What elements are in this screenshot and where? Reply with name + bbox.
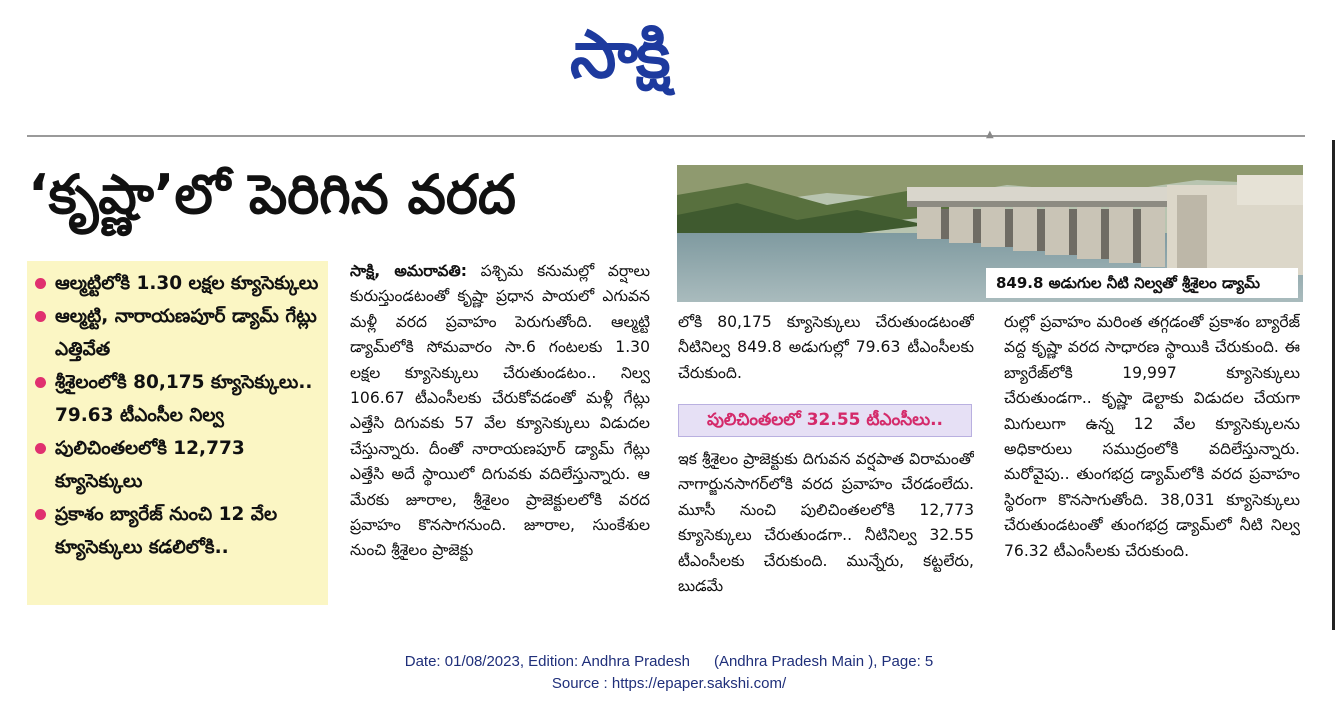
article-column-2-top	[678, 310, 974, 395]
footer-line-1	[0, 651, 1338, 673]
footer-page-info: (Andhra Pradesh Main ), Page: 5	[713, 653, 934, 670]
column-1-text: పశ్చిమ కనుమల్లో వర్షాలు కురుస్తుండటంతో కృష్ణా ప్రధాన పాయలో ఎగువన మళ్లీ వరద ప్రవాహం పెరుగుతోంది. ఆల్మట్టి డ్యామ్‌లోకి సోమవారం సా.6 గంటలకు 1.30 లక్షల క్యూసెక్కులు చేరుతుండటం.. నిల్వ 106.67 టీఎంసీలకు చేరుకోవడంతో మళ్లీ గేట్లు ఎత్తేసి దిగువకు 57 వేల క్యూసెక్కులు విడుదల చేస్తున్నారు. దీంతో నారాయణపూర్ డ్యామ్ గేట్లు ఎత్తేసి అదే స్థాయిలో దిగువకు వదిలేస్తున్నారు. ఆ మేరకు జూరాల, శ్రీశైలం ప్రాజెక్టులలోకి వరద ప్రవాహం కొనసాగనుంది. జూరాల, సుంకేశుల నుంచి శ్రీశైలం ప్రాజెక్టు	[350, 262, 650, 560]
bullet-icon	[35, 377, 46, 388]
article-column-2-bottom	[678, 447, 974, 611]
page-edge-line	[1332, 140, 1335, 630]
summary-box	[27, 261, 328, 605]
article-column-3	[1004, 310, 1300, 612]
footer-source: Source : https://epaper.sakshi.com/	[551, 675, 787, 692]
summary-point: శ్రీశైలంలోకి 80,175 క్యూసెక్కులు.. 79.63 టీఎంసీల నిల్వ	[35, 366, 320, 432]
article-column-1	[350, 259, 650, 611]
bullet-icon	[35, 278, 46, 289]
bullet-icon	[35, 443, 46, 454]
summary-point: ఆల్మట్టిలోకి 1.30 లక్షల క్యూసెక్కులు	[35, 267, 320, 300]
masthead-divider	[27, 135, 1305, 137]
byline: సాక్షి, అమరావతి:	[350, 262, 467, 280]
summary-point: పులిచింతలలోకి 12,773 క్యూసెక్కులు	[35, 432, 320, 498]
bullet-icon	[35, 509, 46, 520]
column-2-bottom-text: ఇక శ్రీశైలం ప్రాజెక్టుకు దిగువన వర్షపాత విరామంతో నాగార్జునసాగర్‌లోకి వరద ప్రవాహం చేరడంలేదు. మూసీ నుంచి పులిచింతలలోకి 12,773 క్యూసెక్కులు చేరుతుండగా.. నీటినిల్వ 32.55 టీఎంసీలకు చేరుకుంది. మున్నేరు, కట్టలేరు, బుడమే	[678, 450, 974, 596]
section-subhead: పులిచింతలలో 32.55 టీఎంసీలు..	[678, 404, 972, 437]
photo-caption: 849.8 అడుగుల నీటి నిల్వతో శ్రీశైలం డ్యామ్	[986, 268, 1298, 298]
article-headline: ‘కృష్ణా’లో పెరిగిన వరద	[28, 163, 517, 226]
summary-point: ప్రకాశం బ్యారేజ్ నుంచి 12 వేల క్యూసెక్కులు కడలిలోకి..	[35, 498, 320, 564]
column-3-text: రుల్లో ప్రవాహం మరింత తగ్గడంతో ప్రకాశం బ్యారేజ్ వద్ద కృష్ణా వరద సాధారణ స్థాయికి చేరుకుంది. ఈ బ్యారేజ్‌లోకి 19,997 క్యూసెక్కులు చేరుతుండగా.. కృష్ణా డెల్టాకు విడుదల చేయగా మిగులుగా ఉన్న 12 వేల క్యూసెక్కులను అధికారులు సముద్రంలోకి వదిలేస్తున్నారు. మరోవైపు.. తుంగభద్ర డ్యామ్‌లోకి వరద ప్రవాహం స్థిరంగా కొనసాగుతోంది. 38,031 క్యూసెక్కులు చేరుతుండటంతో తుంగభద్ర డ్యామ్‌లో నీటి నిల్వ 76.32 టీఎంసీలకు చేరుకుంది.	[1004, 313, 1300, 560]
summary-point: ఆల్మట్టి, నారాయణపూర్ డ్యామ్ గేట్లు ఎత్తివేత	[35, 300, 320, 366]
bullet-icon	[35, 311, 46, 322]
divider-marker-icon: ▲	[986, 129, 994, 140]
sakshi-logo: సాక్షి	[570, 16, 669, 93]
page-footer	[0, 651, 1338, 695]
footer-date-edition: Date: 01/08/2023, Edition: Andhra Pradesh	[404, 653, 690, 670]
column-2-top-text: లోకి 80,175 క్యూసెక్కులు చేరుతుండటంతో నీటినిల్వ 849.8 అడుగుల్లో 79.63 టీఎంసీలకు చేరుకుంది.	[678, 313, 974, 382]
